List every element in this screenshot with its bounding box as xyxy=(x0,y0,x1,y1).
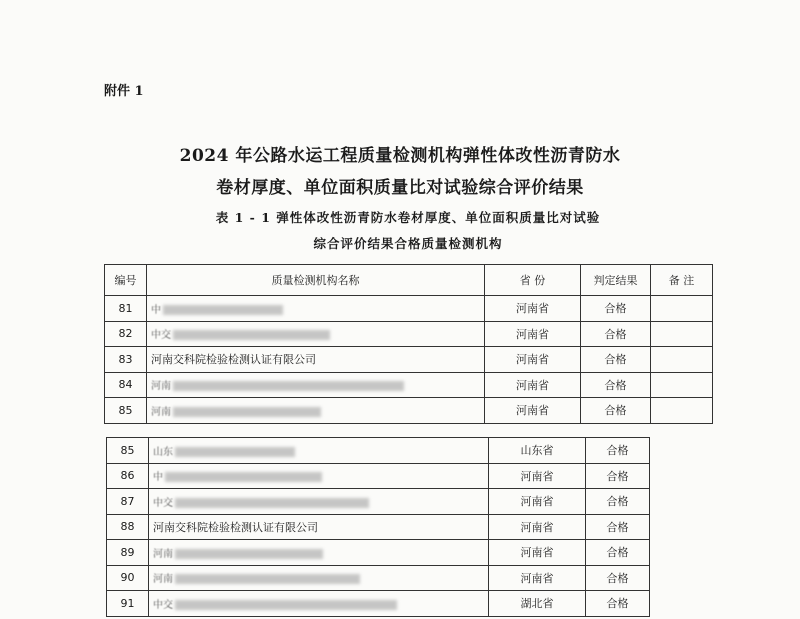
institution-name xyxy=(149,540,489,566)
redacted-name-blur xyxy=(163,305,283,315)
redacted-name-blur xyxy=(175,447,295,457)
table-row xyxy=(107,540,650,566)
province-cell: 河南省 xyxy=(485,372,581,398)
table-row xyxy=(107,565,650,591)
institution-name xyxy=(149,438,489,464)
institution-name-visible-part: 河南 xyxy=(153,574,173,586)
table-row xyxy=(107,489,650,515)
institution-name xyxy=(147,398,485,424)
table-header-row xyxy=(105,265,713,296)
result-cell: 合格 xyxy=(586,591,650,617)
province-cell: 河南省 xyxy=(489,540,586,566)
province-cell: 河南省 xyxy=(489,514,586,540)
col-header-remark: 备 注 xyxy=(651,265,713,296)
table-row xyxy=(105,321,713,347)
redacted-name-blur xyxy=(175,498,369,508)
institution-name xyxy=(147,372,485,398)
table-row xyxy=(107,438,650,464)
institution-name-visible-part: 中交 xyxy=(153,497,173,509)
result-cell: 合格 xyxy=(586,489,650,515)
remark-cell xyxy=(651,347,713,373)
institution-name xyxy=(149,591,489,617)
institution-name-visible-part: 中 xyxy=(153,472,163,484)
redacted-name-blur xyxy=(175,549,323,559)
institution-name xyxy=(149,565,489,591)
province-cell: 河南省 xyxy=(485,398,581,424)
row-number: 82 xyxy=(105,321,147,347)
province-cell: 河南省 xyxy=(485,321,581,347)
institution-name xyxy=(149,514,489,540)
row-number: 89 xyxy=(107,540,149,566)
col-header-result: 判定结果 xyxy=(581,265,651,296)
row-number: 85 xyxy=(107,438,149,464)
table-row xyxy=(107,463,650,489)
row-number: 88 xyxy=(107,514,149,540)
result-cell: 合格 xyxy=(581,398,651,424)
result-cell: 合格 xyxy=(581,372,651,398)
document-title-line2: 卷材厚度、单位面积质量比对试验综合评价结果 xyxy=(216,178,584,198)
row-number: 81 xyxy=(105,296,147,322)
province-cell: 河南省 xyxy=(489,565,586,591)
institution-name xyxy=(149,463,489,489)
institution-name-visible-part: 河南 xyxy=(153,548,173,560)
redacted-name-blur xyxy=(165,472,322,482)
province-cell: 湖北省 xyxy=(489,591,586,617)
table-row xyxy=(105,372,713,398)
col-header-no: 编号 xyxy=(105,265,147,296)
redacted-name-blur xyxy=(173,381,404,391)
table-caption-line2: 综合评价结果合格质量检测机构 xyxy=(313,236,503,251)
institution-name-visible-part: 山东 xyxy=(153,446,173,458)
redacted-name-blur xyxy=(173,330,330,340)
result-cell: 合格 xyxy=(586,438,650,464)
institution-name xyxy=(147,296,485,322)
attachment-label: 附件 1 xyxy=(104,84,144,99)
result-cell: 合格 xyxy=(586,565,650,591)
table-caption-line1: 表 1 - 1 弹性体改性沥青防水卷材厚度、单位面积质量比对试验 xyxy=(215,210,601,225)
row-number: 86 xyxy=(107,463,149,489)
row-number: 90 xyxy=(107,565,149,591)
col-header-province: 省 份 xyxy=(485,265,581,296)
table-row xyxy=(107,591,650,617)
institution-name xyxy=(147,347,485,373)
row-number: 84 xyxy=(105,372,147,398)
table-row xyxy=(105,296,713,322)
row-number: 91 xyxy=(107,591,149,617)
table-row xyxy=(105,347,713,373)
remark-cell xyxy=(651,372,713,398)
institution-name-visible-part: 中交 xyxy=(151,330,171,342)
remark-cell xyxy=(651,321,713,347)
redacted-name-blur xyxy=(173,407,321,417)
col-header-name: 质量检测机构名称 xyxy=(147,265,485,296)
institution-name-text: 河南交科院检验检测认证有限公司 xyxy=(151,353,316,367)
province-cell: 山东省 xyxy=(489,438,586,464)
row-number: 87 xyxy=(107,489,149,515)
province-cell: 河南省 xyxy=(485,347,581,373)
institution-name-visible-part: 河南 xyxy=(151,381,171,393)
province-cell: 河南省 xyxy=(489,489,586,515)
institution-name-text: 河南交科院检验检测认证有限公司 xyxy=(153,520,318,534)
table-row xyxy=(105,398,713,424)
result-cell: 合格 xyxy=(581,347,651,373)
institution-name xyxy=(149,489,489,515)
result-cell: 合格 xyxy=(581,321,651,347)
institution-name-visible-part: 中 xyxy=(151,304,161,316)
institution-name-visible-part: 河南 xyxy=(151,406,171,418)
redacted-name-blur xyxy=(175,574,360,584)
results-table-part2 xyxy=(106,437,650,617)
result-cell: 合格 xyxy=(586,540,650,566)
remark-cell xyxy=(651,398,713,424)
redacted-name-blur xyxy=(175,600,397,610)
province-cell: 河南省 xyxy=(485,296,581,322)
institution-name-visible-part: 中交 xyxy=(153,599,173,611)
result-cell: 合格 xyxy=(586,514,650,540)
results-table-part1 xyxy=(104,264,713,424)
result-cell: 合格 xyxy=(586,463,650,489)
table-row xyxy=(107,514,650,540)
institution-name xyxy=(147,321,485,347)
row-number: 85 xyxy=(105,398,147,424)
result-cell: 合格 xyxy=(581,296,651,322)
row-number: 83 xyxy=(105,347,147,373)
remark-cell xyxy=(651,296,713,322)
document-title-line1: 2024 年公路水运工程质量检测机构弹性体改性沥青防水 xyxy=(179,146,621,166)
province-cell: 河南省 xyxy=(489,463,586,489)
